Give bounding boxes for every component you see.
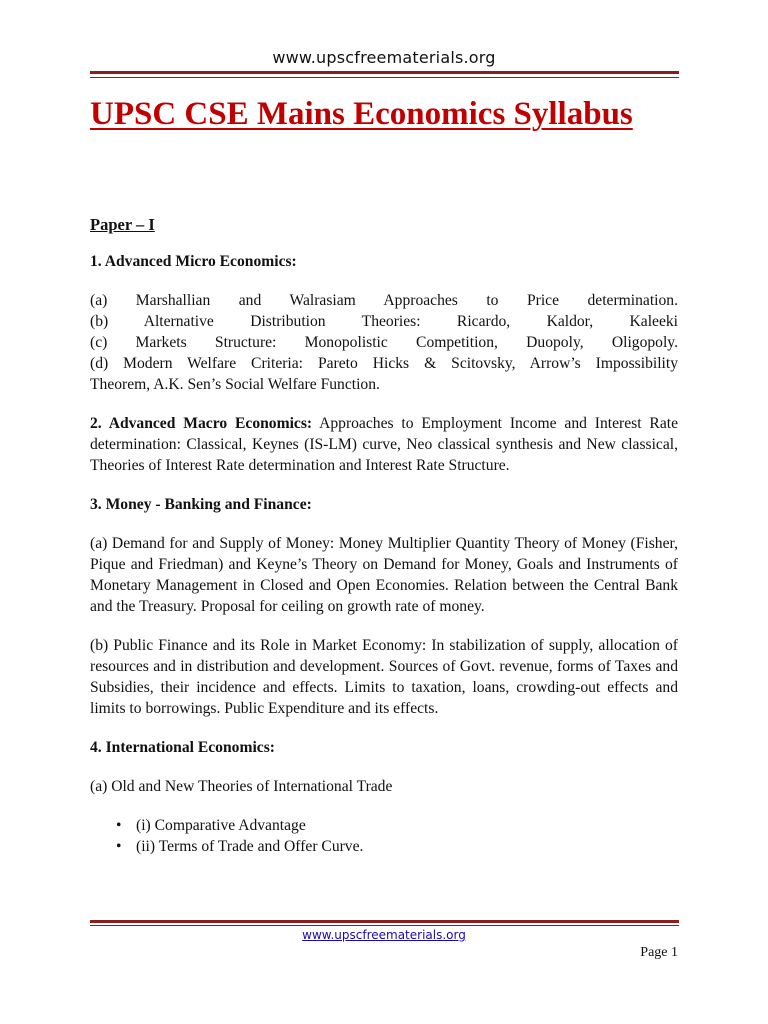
micro-line-d: (d) Modern Welfare Criteria: Pareto Hicks & Scitovsky, Arrow’s Impossibility (90, 355, 678, 372)
footer-rule-thin (90, 925, 679, 926)
paper-heading: Paper – I (90, 215, 155, 234)
document-body (90, 214, 678, 857)
micro-line-a: (a) Marshallian and Walrasiam Approaches to Price determination. (90, 292, 678, 309)
section-heading-macro: 2. Advanced Macro Economics: (90, 415, 313, 432)
page-number: Page 1 (640, 945, 678, 960)
section-heading-micro: 1. Advanced Micro Economics: (90, 253, 297, 270)
money-paragraph-a: (a) Demand for and Supply of Money: Money Multiplier Quantity Theory of Money (Fisher, Pique and Friedman) and Keyne’s Theory on Demand for Money, Goals and Instruments of Monetary Management in Closed and Open Economies. Relation between the Central Bank and the Treasury. Proposal for ceiling on growth rate of money. (90, 535, 678, 615)
macro-text: Approaches to Employment Income and Interest Rate determination: Classical, Keynes (IS-LM) curve, Neo classical synthesis and New classical, Theories of Interest Rate determination and Interest Rate Structure. (90, 415, 678, 474)
international-bullet-list (90, 815, 678, 857)
micro-line-b: (b) Alternative Distribution Theories: Ricardo, Kaldor, Kaleeki (90, 313, 678, 330)
micro-line-e: Theorem, A.K. Sen’s Social Welfare Function. (90, 376, 380, 393)
list-item-text: (ii) Terms of Trade and Offer Curve. (136, 838, 364, 855)
bullet-icon: • (116, 817, 122, 834)
section-heading-money: 3. Money - Banking and Finance: (90, 496, 312, 513)
header-rule-thin (90, 77, 679, 78)
header-rule-thick (90, 71, 679, 74)
macro-paragraph (90, 413, 678, 476)
international-paragraph-a: (a) Old and New Theories of International Trade (90, 778, 393, 795)
bullet-icon: • (116, 838, 122, 855)
footer-link[interactable]: www.upscfreematerials.org (302, 928, 466, 942)
list-item-text: (i) Comparative Advantage (136, 817, 306, 834)
header-url: www.upscfreematerials.org (272, 48, 496, 67)
micro-line-c: (c) Markets Structure: Monopolistic Competition, Duopoly, Oligopoly. (90, 334, 678, 351)
money-paragraph-b: (b) Public Finance and its Role in Market Economy: In stabilization of supply, allocation of resources and in distribution and development. Sources of Govt. revenue, forms of Taxes and Subsidies, their incidence and effects. Limits to taxation, loans, crowding-out effects and limits to borrowings. Public Expenditure and its effects. (90, 637, 678, 717)
list-item (116, 836, 678, 857)
list-item (116, 815, 678, 836)
page-title: UPSC CSE Mains Economics Syllabus (90, 96, 633, 132)
micro-paragraph (90, 290, 678, 395)
footer-rule-thick (90, 920, 679, 923)
section-heading-international: 4. International Economics: (90, 739, 275, 756)
